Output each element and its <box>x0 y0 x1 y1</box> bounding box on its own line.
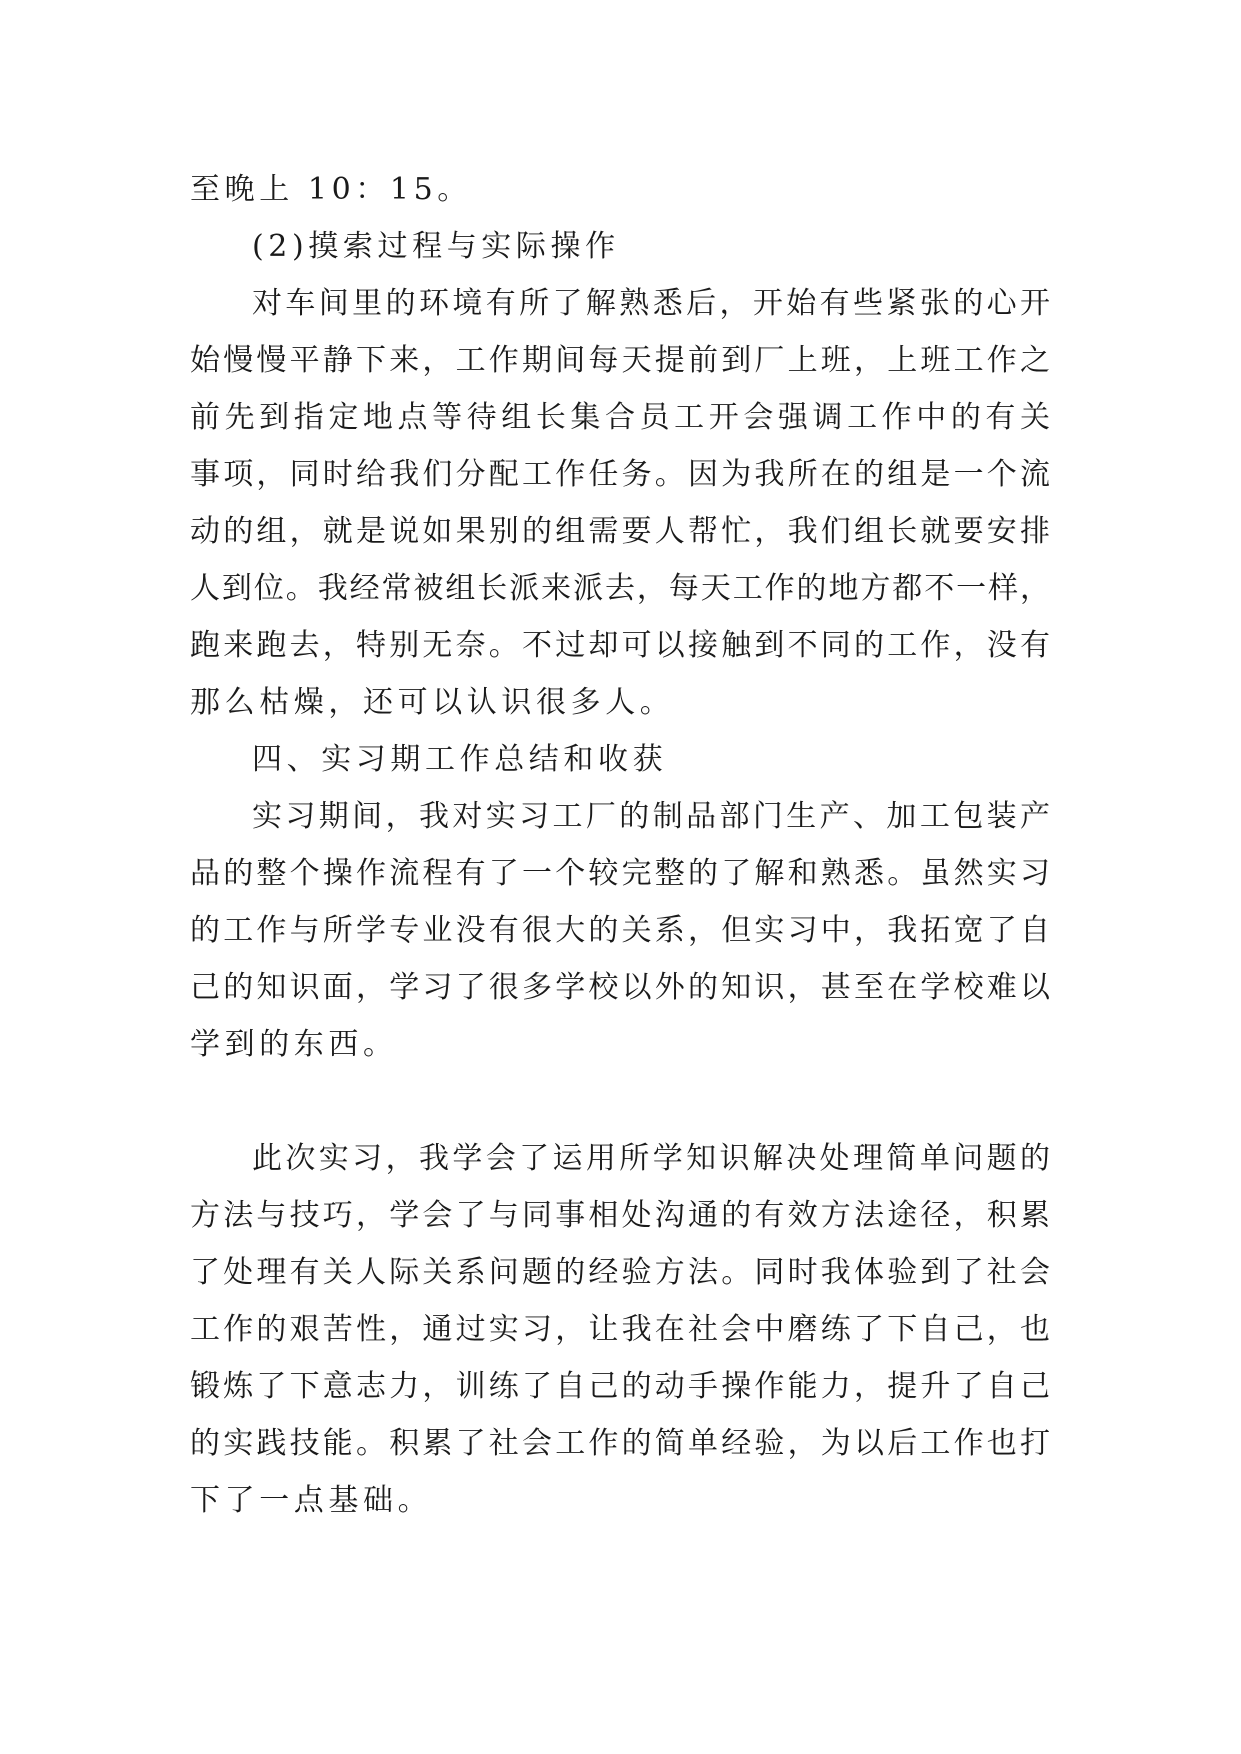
text-line: 那么枯燥，还可以认识很多人。 <box>190 685 675 720</box>
text-line: 此次实习，我学会了运用所学知识解决处理简单问题的 <box>252 1141 1050 1176</box>
text-line: 学到的东西。 <box>190 1027 398 1062</box>
text-line: 人到位。我经常被组长派来派去，每天工作的地方都不一样， <box>190 571 1050 606</box>
text-line: 实习期间，我对实习工厂的制品部门生产、加工包装产 <box>252 799 1050 834</box>
text-line: 的工作与所学专业没有很大的关系，但实习中，我拓宽了自 <box>190 913 1050 948</box>
text-line: 动的组，就是说如果别的组需要人帮忙，我们组长就要安排 <box>190 514 1050 549</box>
body-text <box>190 161 1050 1529</box>
section-heading: 四、实习期工作总结和收获 <box>252 742 668 777</box>
text-line: 己的知识面，学习了很多学校以外的知识，甚至在学校难以 <box>190 970 1050 1005</box>
text-line: 前先到指定地点等待组长集合员工开会强调工作中的有关 <box>190 400 1050 435</box>
text-line: 锻炼了下意志力，训练了自己的动手操作能力，提升了自己 <box>190 1369 1050 1404</box>
text-line: 对车间里的环境有所了解熟悉后，开始有些紧张的心开 <box>252 286 1050 321</box>
text-line: 始慢慢平静下来，工作期间每天提前到厂上班，上班工作之 <box>190 343 1050 378</box>
text-line: 品的整个操作流程有了一个较完整的了解和熟悉。虽然实习 <box>190 856 1050 891</box>
text-line: 的实践技能。积累了社会工作的简单经验，为以后工作也打 <box>190 1426 1050 1461</box>
text-line: 事项，同时给我们分配工作任务。因为我所在的组是一个流 <box>190 457 1050 492</box>
blank-line <box>190 1073 1050 1130</box>
text-line: 至晚上 10：15。 <box>190 172 472 207</box>
section-subheading: (2)摸索过程与实际操作 <box>252 229 620 264</box>
text-line: 了处理有关人际关系问题的经验方法。同时我体验到了社会 <box>190 1255 1050 1290</box>
text-line: 下了一点基础。 <box>190 1483 433 1518</box>
text-line: 工作的艰苦性，通过实习，让我在社会中磨练了下自己，也 <box>190 1312 1050 1347</box>
text-line: 方法与技巧，学会了与同事相处沟通的有效方法途径，积累 <box>190 1198 1050 1233</box>
text-line: 跑来跑去，特别无奈。不过却可以接触到不同的工作，没有 <box>190 628 1050 663</box>
